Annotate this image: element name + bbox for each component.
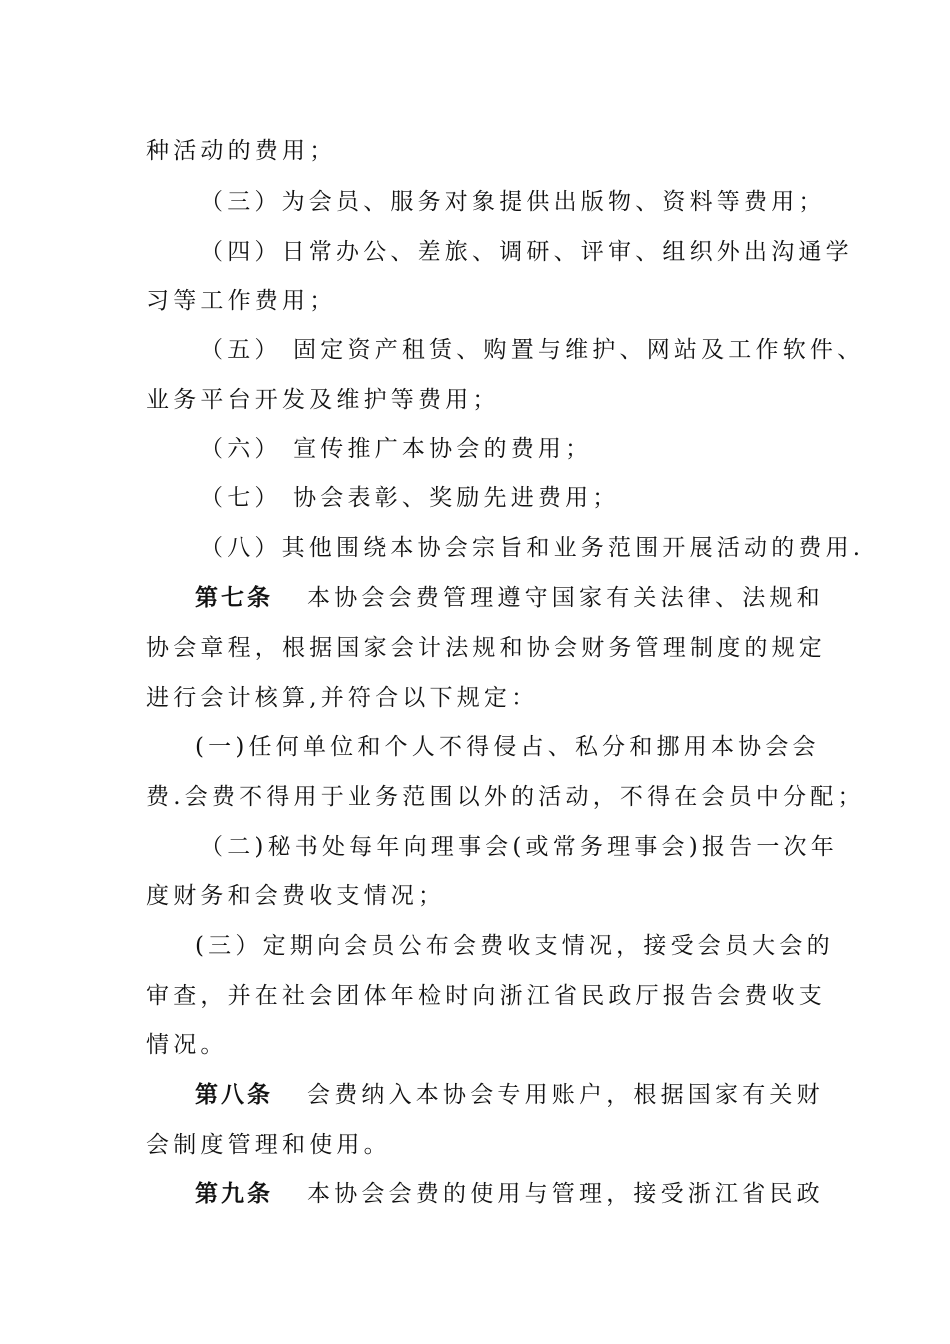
article-7-text: 本协会会费管理遵守国家有关法律、法规和 xyxy=(307,585,824,611)
text-line: 业务平台开发及维护等费用； xyxy=(146,387,500,413)
list-item-6: （六） 宣传推广本协会的费用； xyxy=(200,436,593,462)
article-7-heading: 第七条 xyxy=(195,584,273,611)
text-line: 度财务和会费收支情况； xyxy=(146,883,446,909)
article-8-heading: 第八条 xyxy=(195,1081,273,1108)
list-item-5: （五） 固定资产租赁、购置与维护、网站及工作软件、 xyxy=(200,337,865,363)
text-line: 费.会费不得用于业务范围以外的活动，不得在会员中分配； xyxy=(146,784,865,810)
article-9-text: 本协会会费的使用与管理，接受浙江省民政 xyxy=(307,1181,824,1207)
text-line: 习等工作费用； xyxy=(146,288,337,314)
article-9-first-line xyxy=(195,1179,824,1209)
article-9-heading: 第九条 xyxy=(195,1180,273,1207)
list-item-3: （三）为会员、服务对象提供出版物、资料等费用； xyxy=(200,189,826,215)
rule-item-3: (三）定期向会员公布会费收支情况，接受会员大会的 xyxy=(195,933,834,959)
text-line: 进行会计核算,并符合以下规定： xyxy=(146,685,539,711)
text-line: 情况。 xyxy=(146,1032,228,1058)
article-8-text: 会费纳入本协会专用账户，根据国家有关财 xyxy=(307,1082,824,1108)
text-line: 协会章程，根据国家会计法规和协会财务管理制度的规定 xyxy=(146,635,826,661)
text-line: 审查，并在社会团体年检时向浙江省民政厅报告会费收支 xyxy=(146,983,826,1009)
rule-item-1: (一)任何单位和个人不得侵占、私分和挪用本协会会 xyxy=(195,734,820,760)
text-line: 种活动的费用； xyxy=(146,138,337,164)
article-7-first-line xyxy=(195,583,824,613)
text-line: 会制度管理和使用。 xyxy=(146,1132,391,1158)
list-item-4: （四）日常办公、差旅、调研、评审、组织外出沟通学 xyxy=(200,239,853,265)
list-item-8: （八）其他围绕本协会宗旨和业务范围开展活动的费用. xyxy=(200,535,865,561)
rule-item-2: （二)秘书处每年向理事会(或常务理事会)报告一次年 xyxy=(200,834,838,860)
article-8-first-line xyxy=(195,1080,824,1110)
list-item-7: （七） 协会表彰、奖励先进费用； xyxy=(200,485,620,511)
